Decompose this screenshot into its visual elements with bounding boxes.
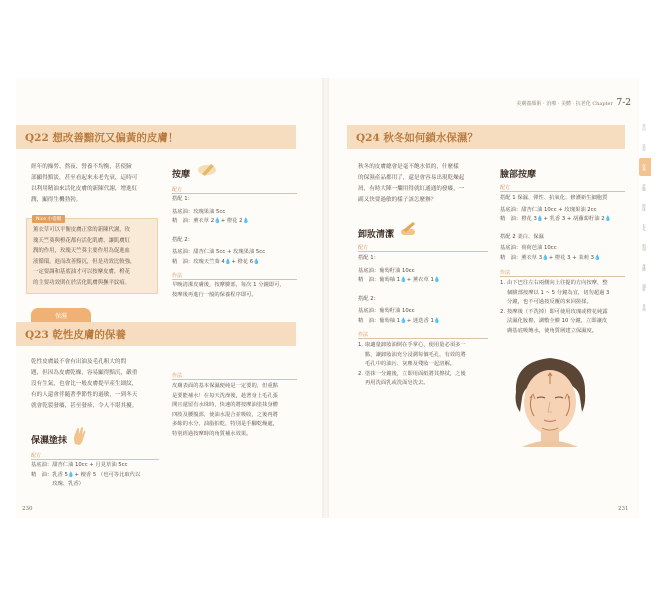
spacer xyxy=(172,227,265,236)
q24-banner xyxy=(347,125,625,149)
moist-method-label: 作法 xyxy=(172,373,183,379)
drop-icon: 💧 xyxy=(542,254,549,261)
method-line: 特別經過按摩時的角質補水效果。 xyxy=(172,430,252,437)
thumb-tab-active[interactable]: 保濕 xyxy=(639,158,651,176)
massage-formula xyxy=(172,195,265,267)
formula-line xyxy=(358,276,440,286)
method-line: 開且還留有水珠時，快速的將按摩油塗抹身體 xyxy=(172,402,278,408)
thumb-tab[interactable]: 眼周 xyxy=(642,243,647,251)
formula-line xyxy=(500,233,611,243)
massage-formula-label: 配方 xyxy=(172,187,183,193)
moist-method xyxy=(172,382,278,439)
tip-box xyxy=(26,218,158,294)
bottle-icon xyxy=(398,220,418,238)
makeup-method-label: 作法 xyxy=(358,332,369,338)
formula-text: 基底油：荷荷芭油 10cc xyxy=(500,245,557,251)
thumb-tab[interactable]: 美白 xyxy=(642,123,647,131)
formula-text: 搭配 1 保濕、彈性、抗氧化、修護新生細胞質 xyxy=(500,195,608,201)
formula-text: 基底油：葡萄籽油 10cc xyxy=(358,308,415,314)
moist-formula xyxy=(31,461,140,490)
step-text: 法濕化妝棉，調敷全臉 10 分鐘，立即讓皮 xyxy=(507,318,608,324)
formula-line xyxy=(172,258,265,268)
step-line xyxy=(358,370,466,380)
step-number: 1. xyxy=(500,280,506,286)
chapter-label: 美膚養顏術 · 治療 · 美體 · 抗老化 Chapter xyxy=(516,101,613,107)
formula-text: 搭配 1： xyxy=(172,196,193,202)
method-line: 早晚清潔皮膚後，按摩臉部，每次 1 分鐘即可， xyxy=(172,282,285,288)
q23-intro-line: 乾性皮膚最不會有出油及毛孔粗大的問 xyxy=(31,359,127,365)
method-line: 是要能補水！在每天洗澡後，趁著身上毛孔張 xyxy=(172,392,278,399)
q23-intro xyxy=(31,357,161,412)
thumb-tab[interactable]: 抗痘 xyxy=(642,143,647,151)
tip-line: 潤的作用，玫瑰天竺葵主要作用為促進血 xyxy=(33,248,131,254)
formula-text: + 薰衣草 1 xyxy=(406,277,434,283)
q23-intro-line: 有的人還會伴隨著季節性的過敏，一到冬天 xyxy=(31,392,138,398)
formula-line xyxy=(358,317,440,327)
formula-line xyxy=(31,471,140,481)
formula-text: 玫瑰、乳香） xyxy=(31,481,84,487)
formula-line xyxy=(500,215,611,225)
method-line: 皮膚表面的基本保濕便純是一定要的，但重點 xyxy=(172,383,278,389)
divider xyxy=(172,379,297,380)
formula-text: 精 油：葡萄柚 1 xyxy=(358,317,401,324)
formula-text: 精 油：葡萄柚 1 xyxy=(358,277,401,283)
formula-text: 精 油：玫瑰天竺葵 4 xyxy=(172,258,225,265)
face-formula-label: 配方 xyxy=(500,185,511,191)
step-line xyxy=(500,308,609,318)
q24-intro-line: 秋冬的皮膚總會是毫不飽水似的，什麼樣 xyxy=(358,164,459,170)
q22-intro-line: 經年的操勞、熬夜、營養不均衡，甚使臉 xyxy=(31,164,132,170)
divider xyxy=(500,276,625,277)
tip-line: 一定要調和基底油才可以按摩皮膚，橙花 xyxy=(33,269,131,275)
face-massage-title: 臉部按摩 xyxy=(500,170,537,180)
step-number: 1. xyxy=(358,342,364,348)
tip-line: 的主要功效則在於活化肌膚與撫平紋痕。 xyxy=(33,279,131,286)
drop-icon: 💧 xyxy=(536,216,544,222)
step-line xyxy=(358,341,466,351)
formula-line xyxy=(172,236,265,246)
step-text: 膚基底吸飽水，使角質層建立保濕度。 xyxy=(507,327,598,334)
tip-text xyxy=(33,225,151,288)
formula-text: + 橙花 3 + 茉莉 3 xyxy=(548,254,594,261)
formula-text: 基底油：甜杏仁油 10cc + 月見草油 5cc xyxy=(31,462,128,468)
q24-intro-line: 副又快要過敏的樣子該怎麼辦？ xyxy=(358,197,437,203)
formula-line xyxy=(172,195,265,205)
divider xyxy=(31,459,159,460)
drop-icon: 💧 xyxy=(224,258,232,265)
step-line xyxy=(500,289,609,299)
makeup-title: 卸妝清潔 xyxy=(358,230,395,240)
formula-line xyxy=(500,244,611,254)
formula-line xyxy=(172,208,265,218)
step-text: 點，讓卸妝油充分浸潤每個毛孔，有效的將 xyxy=(365,351,466,358)
thumb-tab[interactable]: 身體 xyxy=(642,263,647,271)
formula-text: 搭配 1： xyxy=(358,255,379,261)
step-text: 塗抹一分鐘後，立即用面紙將其擦拭，之後 xyxy=(365,370,466,377)
formula-text: 基底油：甜杏仁油 5cc + 玫瑰果油 5cc xyxy=(172,249,266,255)
formula-line xyxy=(358,295,440,305)
step-number: 2. xyxy=(500,308,506,315)
drop-icon: 💧 xyxy=(400,317,407,324)
moist-formula-label: 配方 xyxy=(31,453,42,459)
drop-icon: 💧 xyxy=(433,317,441,324)
formula-line xyxy=(500,206,611,216)
divider xyxy=(358,338,488,339)
formula-line xyxy=(172,248,265,258)
step-line xyxy=(500,298,609,308)
drop-icon: 💧 xyxy=(433,277,441,283)
method-line: 按摩後再進行一般的保養程序即可。 xyxy=(172,291,257,298)
method-line: 四肢及腰腹部，使油水混合並吸收，之後再將 xyxy=(172,411,278,418)
formula-line xyxy=(358,307,440,317)
method-line: 多餘的水分，油脂拍乾，特別是手腳乾燥處， xyxy=(172,421,278,427)
massage-title: 按摩 xyxy=(172,170,191,180)
formula-line xyxy=(172,217,265,227)
hand-icon xyxy=(70,426,88,446)
formula-line xyxy=(358,267,440,277)
page-number-right: 231 xyxy=(618,506,629,512)
q23-title: Q23 乾性皮膚的保養 xyxy=(25,328,126,341)
drop-icon: 💧 xyxy=(604,216,612,222)
q22-title: Q22 想改善黯沉又偏黃的皮膚！ xyxy=(25,131,179,144)
q23-intro-line: 沒有生氣，也會比一般皮膚提早產生細紋， xyxy=(31,381,138,387)
thumb-tab[interactable]: 毛孔 xyxy=(642,223,647,231)
massage-method-label: 作法 xyxy=(172,273,183,279)
formula-text: 精 油：薰衣草 2 xyxy=(172,218,215,224)
q22-intro-line: 部顯得黯淡，甚至看起來未老先衰，這時可 xyxy=(31,175,138,181)
step-text: 分鐘，也不可過按反覆的來回搓揉。 xyxy=(507,299,592,305)
q23-intro-line: 題，但因為皮膚乾燥，容易顯得黯沉，嚴重 xyxy=(31,370,138,376)
drop-icon: 💧 xyxy=(214,218,221,224)
formula-text: 搭配 2 柔白、保濕 xyxy=(500,233,544,240)
tip-line: 瑰天竺葵與橙花都有活化肌膚、讓肌膚紅 xyxy=(33,237,131,244)
face-massage-illustration xyxy=(508,352,593,447)
step-line xyxy=(358,351,466,361)
formula-text: 精 油：薰衣草 3 xyxy=(500,254,543,261)
q23-intro-line: 就會乾裂發癢，甚至發疹，令人不堪其擾。 xyxy=(31,403,138,409)
thumb-index xyxy=(639,118,653,318)
step-text: 個臉部按摩以 1 ~ 5 分鐘為宜，切勿超過 3 xyxy=(507,289,610,296)
tip-label: Nice 小提醒 xyxy=(32,215,65,223)
step-line xyxy=(358,379,466,389)
step-text: 毛孔中的油污、灰塵及殘妝一起溶解。 xyxy=(365,361,456,367)
formula-text: 精 油：橙花 3 xyxy=(500,216,537,222)
drop-icon: 💧 xyxy=(400,277,407,283)
makeup-formula xyxy=(358,254,440,326)
formula-text: + 橙花 2 xyxy=(220,218,243,224)
makeup-steps xyxy=(358,341,466,389)
q23-banner xyxy=(16,322,296,346)
q24-title: Q24 秋冬如何鎖水保濕？ xyxy=(356,131,478,144)
formula-line xyxy=(358,254,440,264)
drop-icon: 💧 xyxy=(242,218,250,224)
divider xyxy=(172,193,297,194)
formula-line xyxy=(500,194,611,204)
step-line xyxy=(500,327,609,337)
drop-icon: 💧 xyxy=(67,471,75,478)
page-number-left: 230 xyxy=(22,506,33,512)
step-line xyxy=(500,279,609,289)
moist-title: 保濕塗抹 xyxy=(31,436,68,446)
tip-line: 液循環，進而改善黯沉，但是功效比較強， xyxy=(33,258,136,265)
divider xyxy=(358,251,488,252)
drop-icon: 💧 xyxy=(253,258,260,265)
divider xyxy=(500,191,625,192)
q22-banner xyxy=(16,125,296,149)
step-text: 取適量卸妝油倒在手掌心，使用量必須多一 xyxy=(365,342,466,348)
step-text: 按摩後（不洗掉）即可使用玫瑰或橙花純露 xyxy=(507,308,608,315)
formula-text: + 檀香 5 （也可等比取代以 xyxy=(74,471,141,478)
thumb-tab[interactable]: 抗皺 xyxy=(642,183,647,191)
oil-dropper-icon xyxy=(196,158,218,178)
formula-text: 搭配 2： xyxy=(358,295,379,302)
step-text: 再用洗面乳或洗面皂洗去。 xyxy=(365,380,429,386)
step-line xyxy=(358,360,466,370)
thumb-tab[interactable]: 頭髮 xyxy=(642,283,647,291)
chapter-header xyxy=(516,98,631,108)
spacer xyxy=(500,225,611,233)
thumb-tab[interactable]: 其他 xyxy=(642,303,647,311)
formula-text: 精 油：乳香 5 xyxy=(31,471,68,478)
chapter-number: 7-2 xyxy=(616,98,631,108)
formula-text: 基底油：葡萄籽油 10cc xyxy=(358,267,415,274)
formula-text: + 橙花 6 xyxy=(231,258,254,265)
face-steps xyxy=(500,279,609,336)
face-method-label: 作法 xyxy=(500,270,511,276)
drop-icon: 💧 xyxy=(593,254,601,261)
moisture-pill: 保濕 xyxy=(31,308,91,322)
spacer xyxy=(358,286,440,295)
q22-intro-line: 以利用精油來活化皮膚的新陳代謝，增進紅 xyxy=(31,186,138,192)
step-number: 2. xyxy=(358,370,364,377)
formula-line xyxy=(31,480,140,490)
formula-text: 基底油：甜杏仁油 10cc + 玫瑰果油 2cc xyxy=(500,206,597,213)
step-line xyxy=(500,317,609,327)
makeup-formula-label: 配方 xyxy=(358,245,369,251)
q24-intro-line: 屑，有時大陣一爛用得就紅通通的發癢，一 xyxy=(358,186,465,192)
formula-text: + 乳香 3 + 胡蘿蔔籽油 2 xyxy=(543,216,605,222)
face-formula xyxy=(500,194,611,263)
thumb-tab[interactable]: 除斑 xyxy=(642,203,647,211)
q22-intro-line: 潤，顯得生機勃勃。 xyxy=(31,197,82,203)
step-text: 由下巴往左右兩側向上往提的方向按摩，整 xyxy=(507,280,608,286)
formula-line xyxy=(31,461,140,471)
massage-method xyxy=(172,281,285,300)
formula-text: 搭配 2： xyxy=(172,236,193,243)
q24-intro-line: 的保濕產品都用了，還是會容易出現乾燥起 xyxy=(358,175,465,181)
q22-intro xyxy=(31,162,161,206)
divider xyxy=(172,279,297,280)
formula-text: + 迷迭香 1 xyxy=(406,317,434,324)
formula-line xyxy=(500,254,611,264)
tip-line: 薰衣草可以平衡皮膚正常的新陳代謝，玫 xyxy=(33,227,131,233)
formula-text: 基底油：玫瑰果油 5cc xyxy=(172,208,226,215)
q24-intro xyxy=(358,162,488,206)
